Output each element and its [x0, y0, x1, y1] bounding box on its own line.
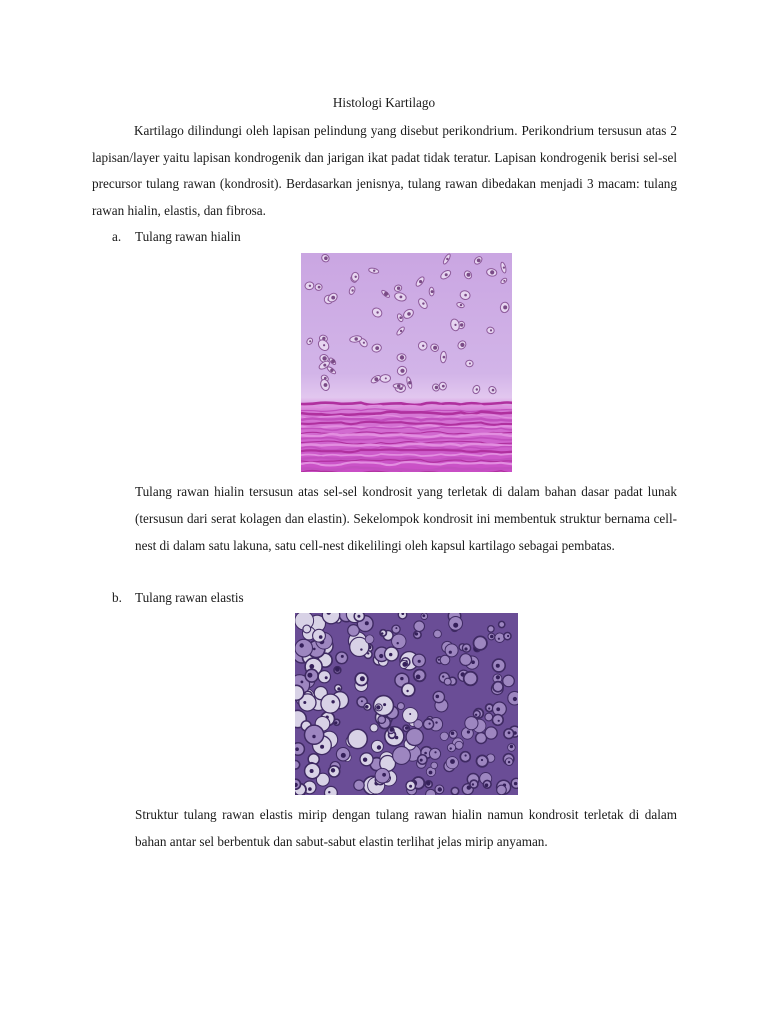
- intro-paragraph: Kartilago dilindungi oleh lapisan pelindung yang disebut perikondrium. Perikondrium tersusun atas 2 lapisan/layer yaitu lapisan kondrogenik dan jarigan ikat padat tidak teratur. Lapisan kondrogenik berisi sel-sel precursor tulang rawan (kondrosit). Berdasarkan jenisnya, tulang rawan dibedakan menjadi 3 macam: tulang rawan hialin, elastis, dan fibrosa.: [92, 123, 677, 218]
- section-b-heading: Tulang rawan elastis: [135, 590, 244, 605]
- section-b-description: Struktur tulang rawan elastis mirip dengan tulang rawan hialin namun kondrosit terletak di dalam bahan antar sel berbentuk dan sabut-sabut elastin terlihat jelas mirip anyaman.: [135, 807, 677, 849]
- document-title: Histologi Kartilago: [332, 95, 436, 110]
- section-b-marker: b.: [112, 590, 122, 605]
- elastic-cartilage-image: [295, 613, 518, 795]
- section-a-description: Tulang rawan hialin tersusun atas sel-sel kondrosit yang terletak di dalam bahan dasar padat lunak (tersusun dari serat kolagen dan elastin). Sekelompok kondrosit ini membentuk struktur bernama cell-nest di dalam satu lakuna, satu cell-nest dikelilingi oleh kapsul kartilago sebagai pembatas.: [135, 484, 677, 553]
- section-a-marker: a.: [112, 229, 122, 244]
- hyaline-cartilage-micrograph: [301, 253, 512, 472]
- section-a-heading: Tulang rawan hialin: [135, 229, 241, 244]
- hyaline-cartilage-image: [301, 253, 512, 472]
- elastic-cartilage-micrograph: [295, 613, 518, 795]
